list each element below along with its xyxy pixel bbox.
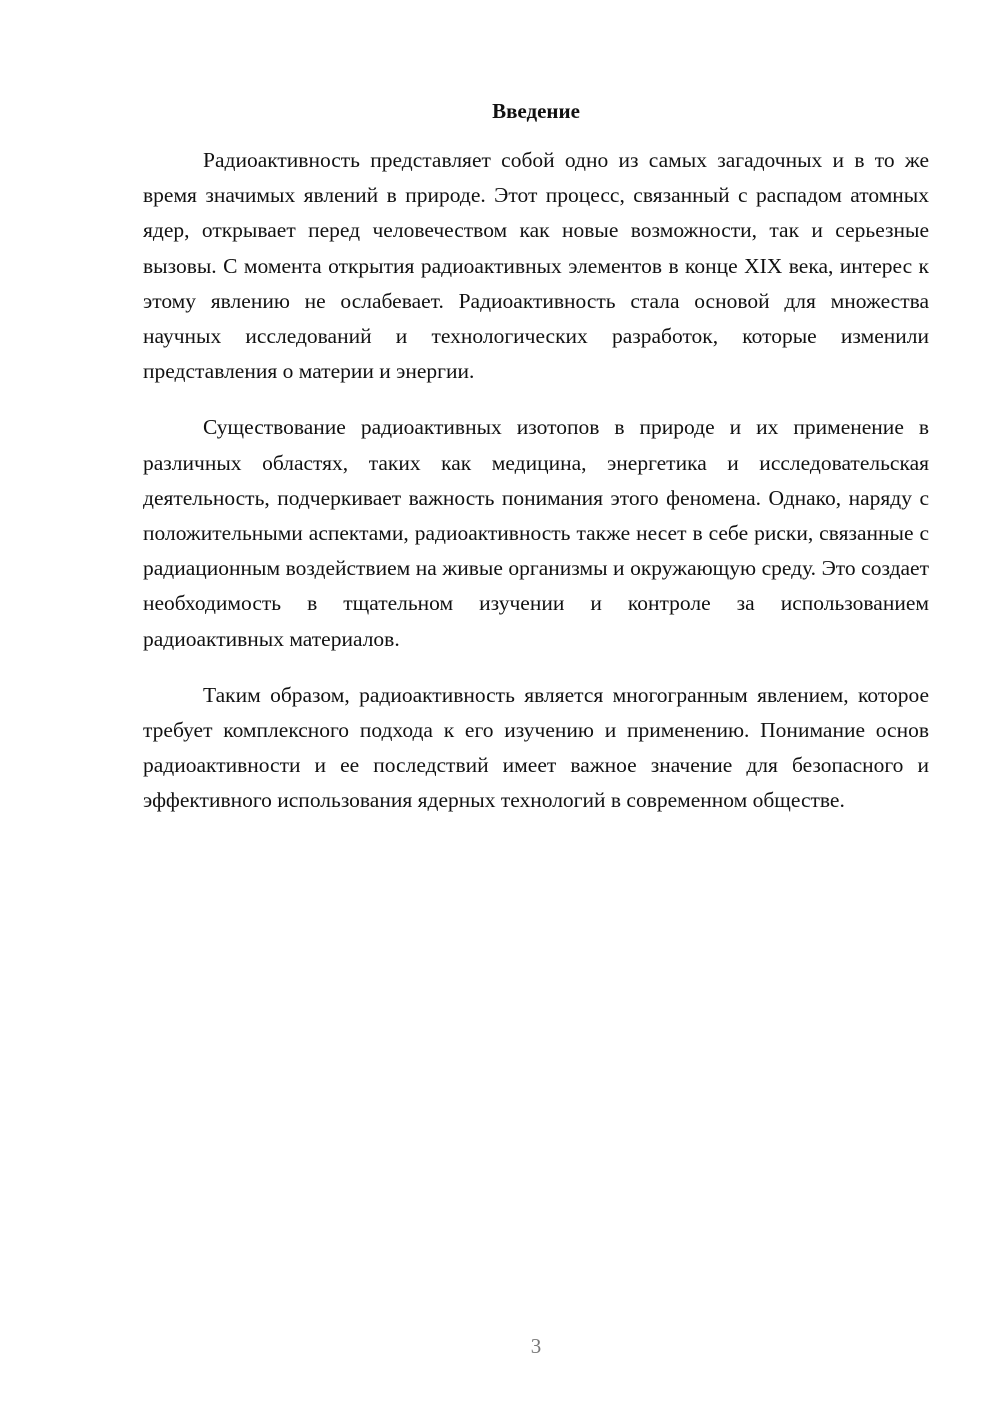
body-text: [143, 143, 929, 840]
page-number: 3: [530, 1334, 542, 1358]
paragraph-1: Радиоактивность представляет собой одно из самых загадочных и в то же время значимых явлений в природе. Этот процесс, связанный с распадом атомных ядер, открывает перед человечеством как новые возможности, так и серьезные вызовы. С момента открытия радиоактивных элементов в конце XIX века, интерес к этому явлению не ослабевает. Радиоактивность стала основой для множества научных исследований и технологических разработок, которые изменили представления о материи и энергии.: [143, 148, 929, 384]
paragraph-2: Существование радиоактивных изотопов в природе и их применение в различных областях, таких как медицина, энергетика и исследовательская деятельность, подчеркивает важность понимания этого феномена. Однако, наряду с положительными аспектами, радиоактивность также несет в себе риски, связанные с радиационным воздействием на живые организмы и окружающую среду. Это создает необходимость в тщательном изучении и контроле за использованием радиоактивных материалов.: [143, 415, 929, 651]
paragraph-3: Таким образом, радиоактивность является многогранным явлением, которое требует комплексного подхода к его изучению и применению. Понимание основ радиоактивности и ее последствий имеет важное значение для безопасного и эффективного использования ядерных технологий в современном обществе.: [143, 682, 929, 813]
section-title: Введение: [492, 99, 580, 123]
